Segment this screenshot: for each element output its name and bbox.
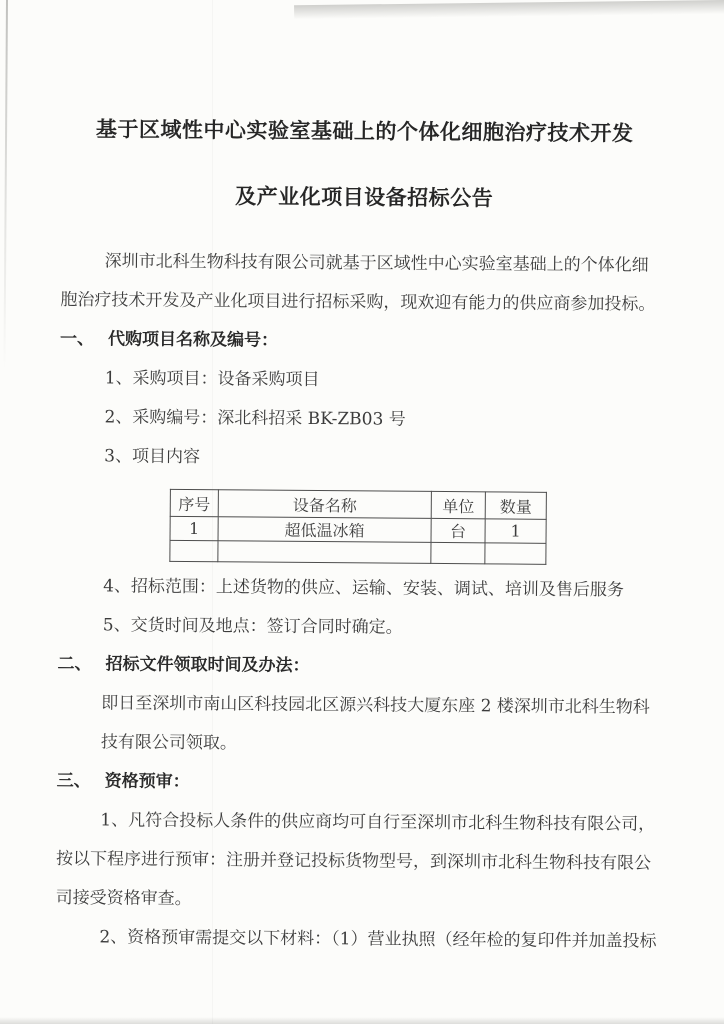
section2-heading-text: 招标文件领取时间及办法： (105, 654, 310, 676)
section1-heading-text: 代购项目名称及编号： (108, 329, 279, 351)
equipment-table-header-name: 设备名称 (218, 490, 431, 519)
scan-bottom-edge-shadow (0, 1017, 724, 1024)
section1-heading (60, 320, 666, 364)
section2-heading (57, 645, 663, 689)
section3-item-1 (56, 801, 663, 923)
scan-top-edge-shadow (294, 0, 724, 19)
section2-line: 即日至深圳市南山区科技园北区源兴科技大厦东座 2 楼深圳市北科生物科 (101, 693, 650, 718)
section2-paragraph (101, 684, 664, 766)
equipment-row-no: 1 (170, 516, 218, 540)
section1-item-1: 1、采购项目：设备采购项目 (104, 368, 320, 391)
document-title-line-2: 及产业化项目设备招标公告 (235, 183, 494, 211)
section2-number: 二、 (57, 653, 92, 675)
document-content (55, 96, 668, 962)
section3-heading (56, 762, 662, 806)
equipment-row-no (170, 540, 218, 561)
section1-number: 一、 (60, 328, 95, 350)
section3-item1-line: 司接受资格审查。 (55, 887, 192, 910)
intro-line: 深圳市北科生物科技有限公司就基于区域性中心实验室基础上的个体化细 (104, 251, 649, 276)
equipment-row-qty (485, 543, 546, 564)
scan-left-edge-line (3, 0, 8, 370)
equipment-table-header-qty: 数量 (485, 492, 546, 519)
equipment-table-header-unit: 单位 (431, 491, 485, 518)
equipment-table-header-row (170, 489, 546, 519)
section1-item-3: 3、项目内容 (104, 446, 201, 468)
equipment-row-qty: 1 (485, 519, 546, 543)
section1-item-5: 5、交货时间及地点：签订合同时确定。 (102, 615, 403, 638)
equipment-row-unit: 台 (431, 518, 485, 542)
equipment-table-empty-row (170, 540, 546, 564)
equipment-row-unit (431, 542, 485, 563)
equipment-table (169, 489, 547, 565)
equipment-table-header-no: 序号 (170, 489, 218, 516)
section3-item1-line: 按以下程序进行预审：注册并登记投标货物型号，到深圳市北科生物科技有限公 (55, 848, 652, 874)
equipment-row-name (218, 541, 431, 564)
equipment-table-row (170, 516, 546, 543)
section1-item-2: 2、采购编号：深北科招采 BK-ZB03 号 (104, 407, 406, 430)
section2-line: 技有限公司领取。 (100, 732, 237, 754)
section3-item-2: 2、资格预审需提交以下材料：（1）营业执照（经年检的复印件并加盖投标 (99, 927, 657, 952)
section1-item-4: 4、招标范围：上述货物的供应、运输、安装、调试、培训及售后服务 (103, 576, 625, 601)
section3-number: 三、 (56, 770, 91, 792)
intro-paragraph (60, 242, 667, 325)
equipment-row-name: 超低温冰箱 (218, 517, 431, 543)
section3-heading-text: 资格预审： (104, 771, 190, 793)
document-title-line-1: 基于区域性中心实验室基础上的个体化细胞治疗技术开发 (95, 116, 634, 146)
intro-line: 胞治疗技术开发及产业化项目进行招标采购，现欢迎有能力的供应商参加投标。 (60, 289, 656, 315)
section3-item1-line: 1、凡符合投标人条件的供应商均可自行至深圳市北科生物科技有限公司， (100, 810, 656, 835)
